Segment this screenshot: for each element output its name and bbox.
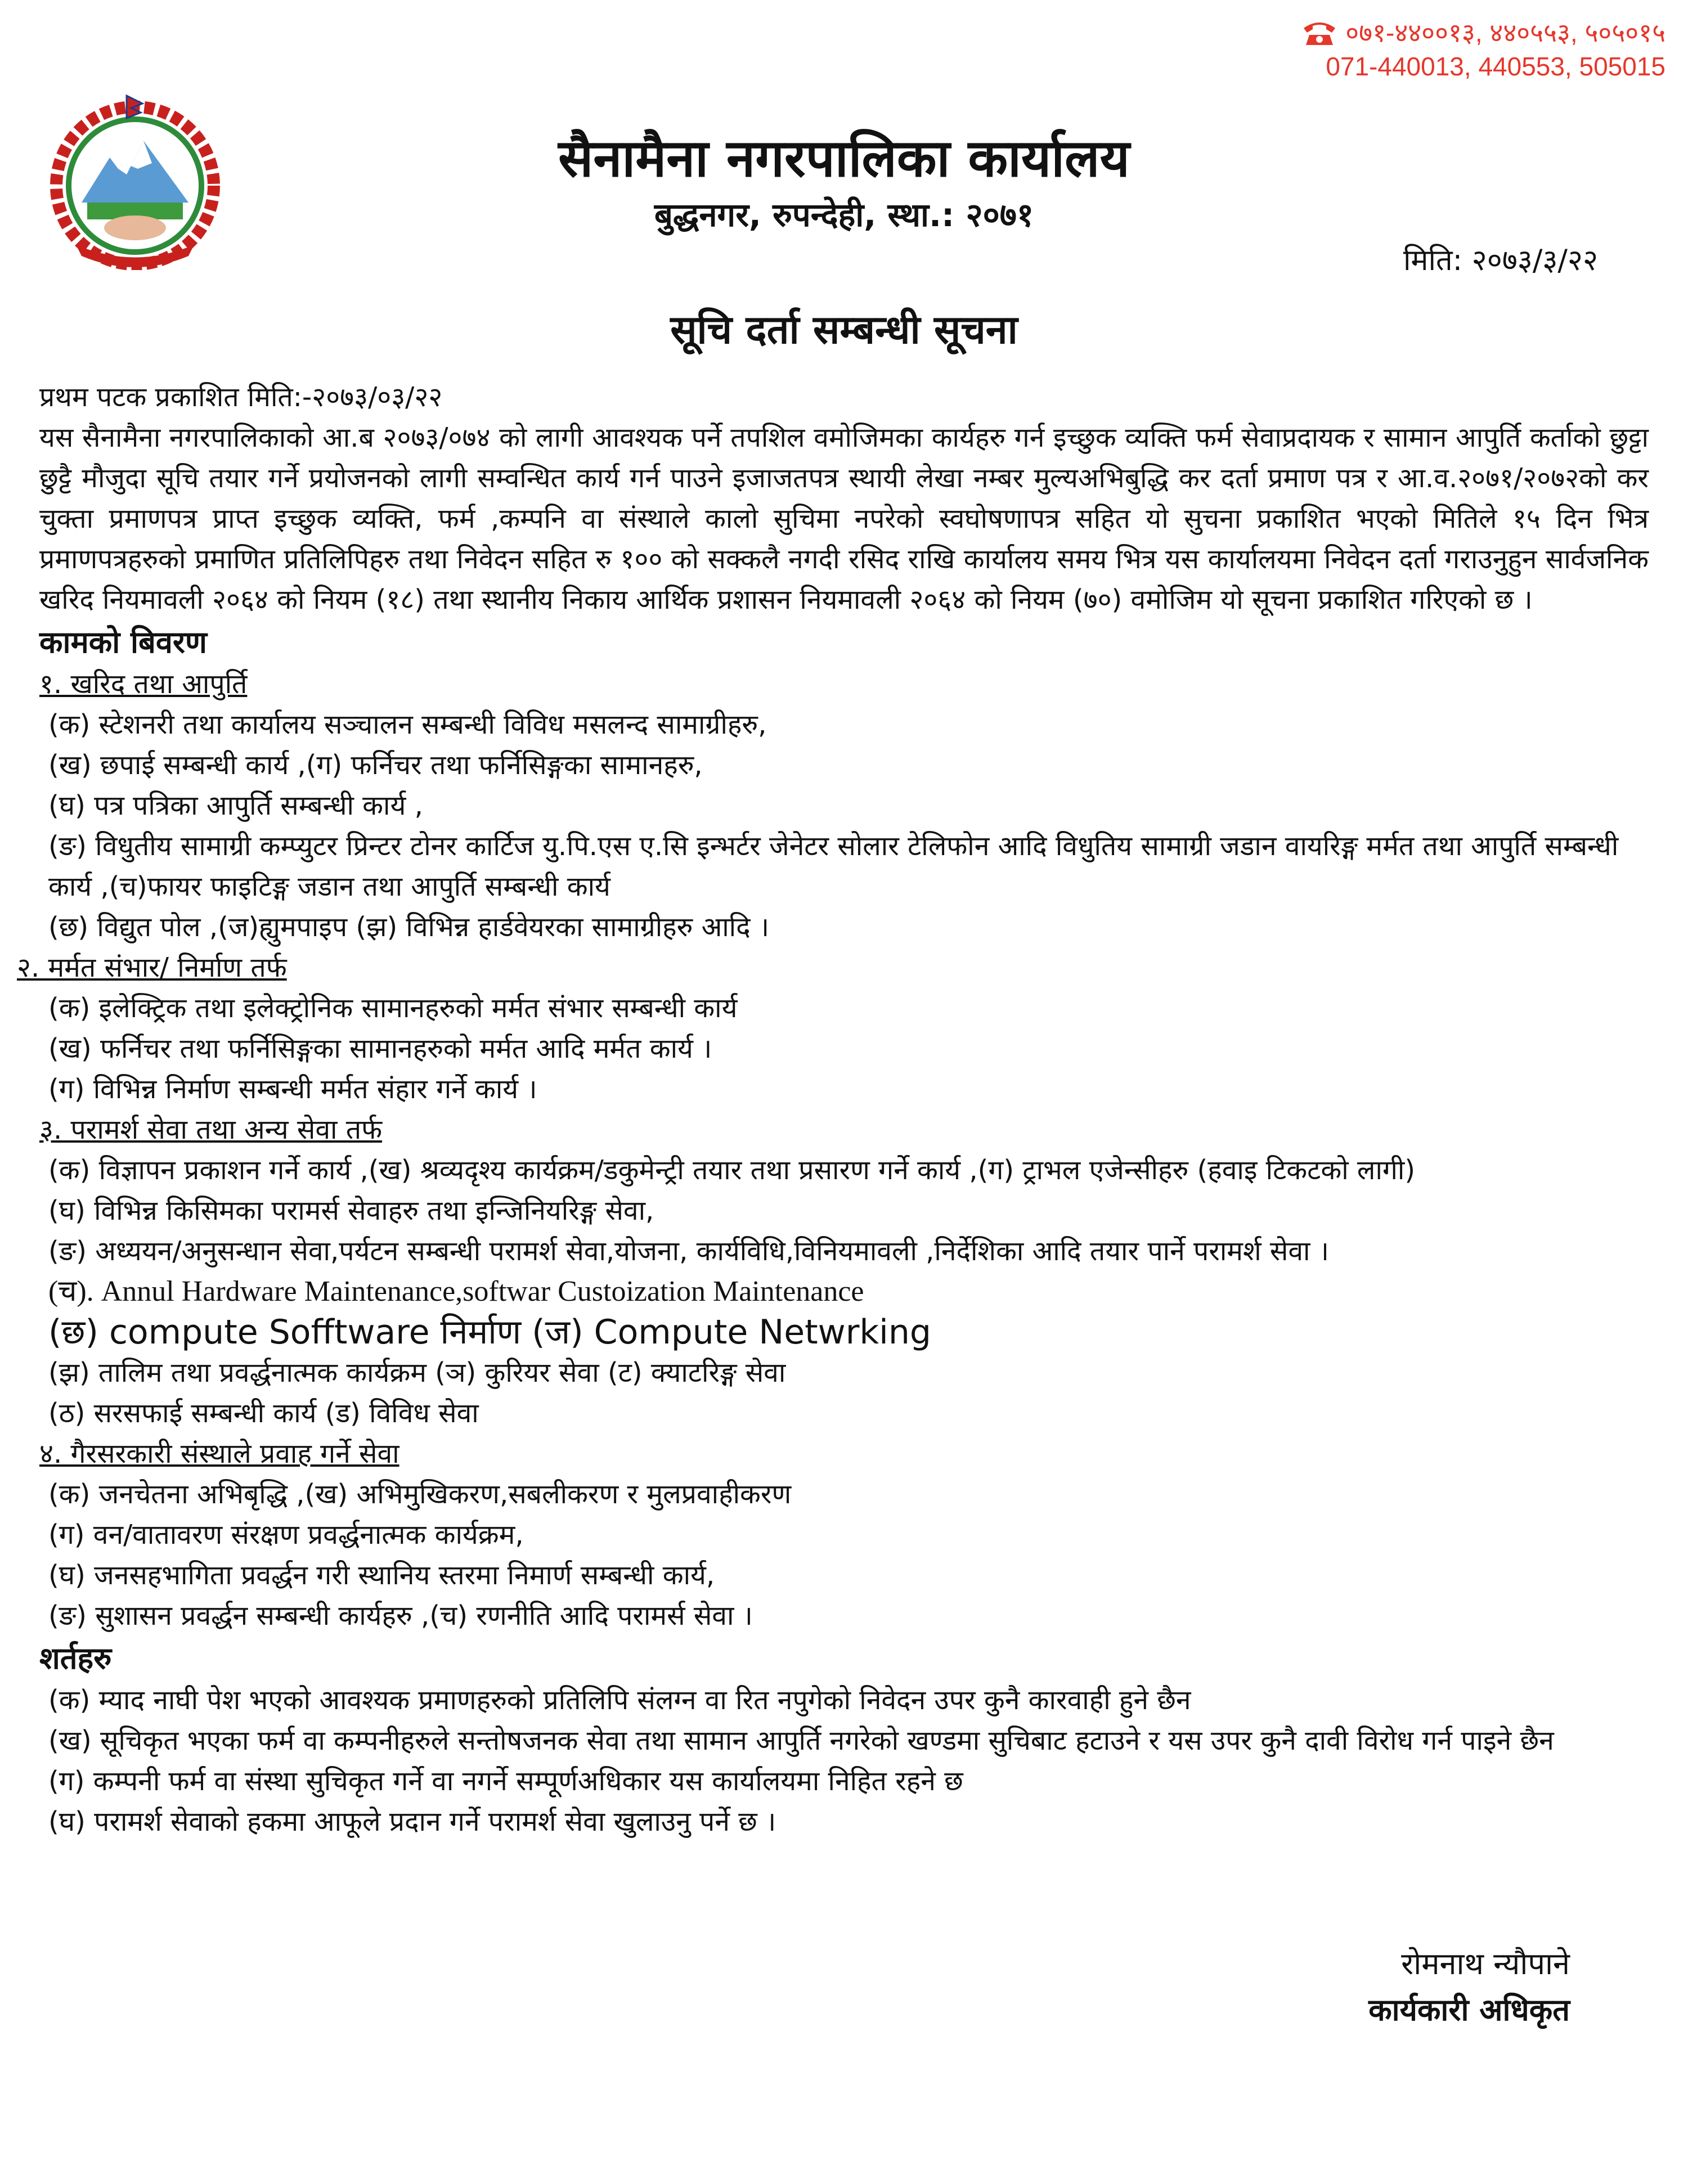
section-ngo-services <box>39 1433 1649 1636</box>
section-title: ३. परामर्श सेवा तथा अन्य सेवा तर्फ <box>39 1114 383 1145</box>
publication-date: प्रथम पटक प्रकाशित मिति:-२०७३/०३/२२ <box>39 381 443 413</box>
list-item: (घ) जनसहभागिता प्रवर्द्धन गरी स्थानिय स्तरमा निमार्ण सम्बन्धी कार्य, <box>48 1560 715 1591</box>
list-item: (क) विज्ञापन प्रकाशन गर्ने कार्य ,(ख) श्रव्यदृश्य कार्यक्रम/डकुमेन्ट्री तयार तथा प्रसारण गर्ने कार्य ,(ग) ट्राभल एजेन्सीहरु (हवाइ टिकटको लागी) <box>48 1154 1416 1186</box>
list-item: (ठ) सरसफाई सम्बन्धी कार्य (ड) विविध सेवा <box>48 1397 479 1429</box>
list-item: (घ) पत्र पत्रिका आपुर्ति सम्बन्धी कार्य , <box>48 790 423 821</box>
list-item: (ङ) अध्ययन/अनुसन्धान सेवा,पर्यटन सम्बन्धी परामर्श सेवा,योजना, कार्यविधि,विनियमावली ,निर्देशिका आदि तयार पार्ने परामर्श सेवा । <box>48 1235 1329 1267</box>
section-consulting-services <box>39 1109 1649 1433</box>
list-item: (ख) छपाई सम्बन्धी कार्य ,(ग) फर्निचर तथा फर्निसिङ्गका सामानहरु, <box>48 749 703 781</box>
condition-item: (ख) सूचिकृत भएका फर्म वा कम्पनीहरुले सन्तोषजनक सेवा तथा सामान आपुर्ति नगरेको खण्डमा सुचिबाट हटाउने र यस उपर कुनै दावी विरोध गर्न पाइने छैन <box>48 1725 1554 1756</box>
list-item: (च). Annul Hardware Maintenance,softwar Custoization Maintenance <box>48 1275 864 1307</box>
list-item: (छ) compute Sofftware निर्माण (ज) Compute Netwrking <box>48 1313 931 1352</box>
telephone-icon <box>1301 19 1337 46</box>
list-item: (क) इलेक्ट्रिक तथा इलेक्ट्रोनिक सामानहरुको मर्मत संभार सम्बन्धी कार्य <box>48 992 738 1024</box>
list-item: (झ) तालिम तथा प्रवर्द्धनात्मक कार्यक्रम (ञ) कुरियर सेवा (ट) क्याटरिङ्ग सेवा <box>48 1357 786 1388</box>
phone-english: 071-440013, 440553, 505015 <box>1326 52 1665 81</box>
notice-body <box>17 377 1649 1842</box>
section-repair-construction <box>17 947 1649 1109</box>
signature-block <box>1368 1941 1570 2033</box>
list-item: (ग) वन/वातावरण संरक्षण प्रवर्द्धनात्मक कार्यक्रम, <box>48 1519 524 1551</box>
list-item: (घ) विभिन्न किसिमका परामर्स सेवाहरु तथा इन्जिनियरिङ्ग सेवा, <box>48 1195 654 1226</box>
conditions-list <box>39 1680 1649 1842</box>
list-item: (छ) विद्युत पोल ,(ज)ह्युमपाइप (झ) विभिन्न हार्डवेयरका सामाग्रीहरु आदि । <box>48 911 770 943</box>
work-details-heading: कामको बिवरण <box>39 624 207 660</box>
notice-date: मिति: २०७३/३/२२ <box>1403 244 1598 277</box>
contact-block <box>1301 16 1665 83</box>
phone-row-nepali <box>1301 16 1665 50</box>
section-title: १. खरिद तथा आपुर्ति <box>39 668 248 700</box>
office-title: सैनामैना नगरपालिका कार्यालय <box>558 128 1130 188</box>
list-item: (क) स्टेशनरी तथा कार्यालय सञ्चालन सम्बन्धी विविध मसलन्द सामाग्रीहरु, <box>48 709 767 740</box>
list-item: (ख) फर्निचर तथा फर्निसिङ्गका सामानहरुको मर्मत आदि मर्मत कार्य । <box>48 1033 712 1064</box>
conditions-heading: शर्तहरु <box>39 1641 112 1676</box>
condition-item: (घ) परामर्श सेवाको हकमा आफूले प्रदान गर्ने परामर्श सेवा खुलाउनु पर्ने छ । <box>48 1806 776 1837</box>
list-item: (ङ) विधुतीय सामाग्री कम्प्युटर प्रिन्टर टोनर कार्टिज यु.पि.एस ए.सि इन्भर्टर जेनेटर सोलार टेलिफोन आदि विधुतिय सामाग्री जडान वायरिङ्ग मर्मत तथा आपुर्ति सम्बन्धी कार्य ,(च)फायर फाइटिङ्ग जडान तथा आपुर्ति सम्बन्धी कार्य <box>48 830 1619 902</box>
office-address: बुद्धनगर, रुपन्देही, स्था.: २०७१ <box>654 196 1034 234</box>
condition-item: (ग) कम्पनी फर्म वा संस्था सुचिकृत गर्ने वा नगर्ने सम्पूर्णअधिकार यस कार्यालयमा निहित रहने छ <box>48 1765 963 1797</box>
list-item: (ग) विभिन्न निर्माण सम्बन्धी मर्मत संहार गर्ने कार्य । <box>48 1073 537 1105</box>
section-purchase-supply <box>39 664 1649 947</box>
signatory-name: रोमनाथ न्यौपाने <box>1401 1946 1570 1981</box>
section-title: २. मर्मत संभार/ निर्माण तर्फ <box>17 952 287 983</box>
intro-paragraph: यस सैनामैना नगरपालिकाको आ.ब २०७३/०७४ को लागी आवश्यक पर्ने तपशिल वमोजिमका कार्यहरु गर्न इच्छुक व्यक्ति फर्म सेवाप्रदायक र सामान आपुर्ति कर्ताको छुट्टा छुट्टै मौजुदा सूचि तयार गर्ने प्रयोजनको लागी सम्वन्धित कार्य गर्न पाउने इजाजतपत्र स्थायी लेखा नम्बर मुल्यअभिबुद्धि कर दर्ता प्रमाण पत्र र आ.व.२०७१/२०७२को कर चुक्ता प्रमाणपत्र प्राप्त इच्छुक व्यक्ति, फर्म ,कम्पनि वा संस्थाले कालो सुचिमा नपरेको स्वघोषणापत्र सहित यो सुचना प्रकाशित भएको मितिले १५ दिन भित्र प्रमाणपत्रहरुको प्रमाणित प्रतिलिपिहरु तथा निवेदन सहित रु १०० को सक्कलै नगदी रसिद राखि कार्यालय समय भित्र यस कार्यालयमा निवेदन दर्ता गराउनुहुन सार्वजनिक खरिद नियमावली २०६४ को नियम (१८) तथा स्थानीय निकाय आर्थिक प्रशासन नियमावली २०६४ को नियम (७०) वमोजिम यो सूचना प्रकाशित गरिएको छ । <box>39 422 1649 615</box>
notice-subject: सूचि दर्ता सम्बन्धी सूचना <box>670 307 1018 353</box>
phone-nepali: ०७१-४४००१३, ४४०५५३, ५०५०१५ <box>1345 18 1665 47</box>
condition-item: (क) म्याद नाघी पेश भएको आवश्यक प्रमाणहरुको प्रतिलिपि संलग्न वा रित नपुगेको निवेदन उपर कुनै कारवाही हुने छैन <box>48 1684 1191 1716</box>
list-item: (ङ) सुशासन प्रवर्द्धन सम्बन्धी कार्यहरु ,(च) रणनीति आदि परामर्स सेवा । <box>48 1600 753 1632</box>
section-title: ४. गैरसरकारी संस्थाले प्रवाह गर्ने सेवा <box>39 1438 399 1470</box>
signatory-designation: कार्यकारी अधिकृत <box>1368 1992 1570 2028</box>
list-item: (क) जनचेतना अभिबृद्धि ,(ख) अभिमुखिकरण,सबलीकरण र मुलप्रवाहीकरण <box>48 1479 792 1510</box>
